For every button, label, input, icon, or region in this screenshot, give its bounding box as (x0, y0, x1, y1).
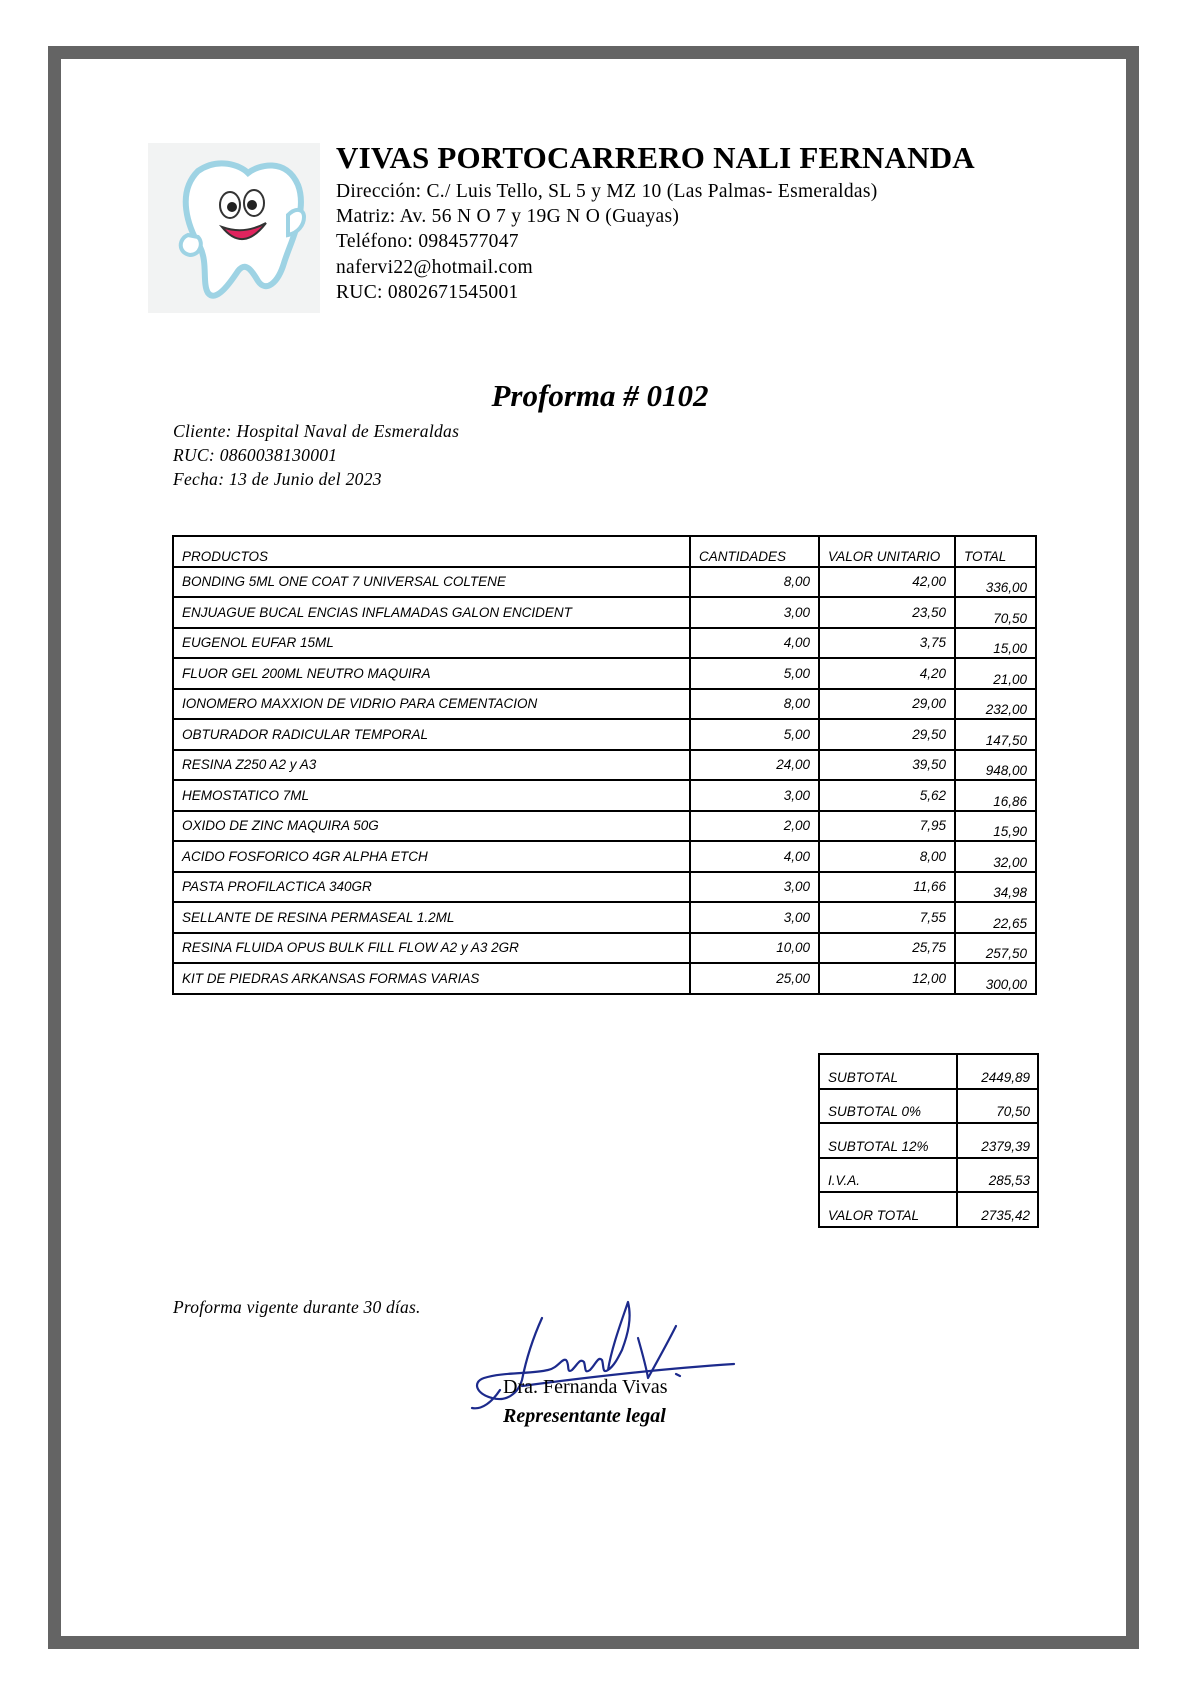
row-total-cell: 948,00 (955, 750, 1036, 781)
client-info-block (173, 419, 459, 491)
totals-label: SUBTOTAL (819, 1054, 957, 1089)
table-row (173, 780, 1036, 811)
unit-price-cell: 11,66 (819, 872, 955, 903)
unit-price-cell: 12,00 (819, 963, 955, 994)
row-total-cell: 300,00 (955, 963, 1036, 994)
products-table-body (173, 567, 1036, 994)
product-cell: BONDING 5ML ONE COAT 7 UNIVERSAL COLTENE (173, 567, 690, 598)
quantity-cell: 3,00 (690, 597, 819, 628)
signer-role: Representante legal (503, 1405, 666, 1427)
row-total-cell: 15,00 (955, 628, 1036, 659)
totals-row (819, 1158, 1038, 1193)
table-row (173, 628, 1036, 659)
unit-price-cell: 29,00 (819, 689, 955, 720)
row-total-cell: 15,90 (955, 811, 1036, 842)
product-cell: OBTURADOR RADICULAR TEMPORAL (173, 719, 690, 750)
quantity-cell: 3,00 (690, 780, 819, 811)
product-cell: ENJUAGUE BUCAL ENCIAS INFLAMADAS GALON ENCIDENT (173, 597, 690, 628)
table-row (173, 689, 1036, 720)
company-phone: Teléfono: 0984577047 (336, 231, 519, 253)
product-cell: EUGENOL EUFAR 15ML (173, 628, 690, 659)
signer-name: Dra. Fernanda Vivas (503, 1376, 668, 1398)
tooth-logo-icon (148, 143, 320, 313)
table-row (173, 567, 1036, 598)
totals-value: 2379,39 (957, 1123, 1038, 1158)
product-cell: KIT DE PIEDRAS ARKANSAS FORMAS VARIAS (173, 963, 690, 994)
product-cell: RESINA FLUIDA OPUS BULK FILL FLOW A2 y A3 2GR (173, 933, 690, 964)
header-total: TOTAL (955, 536, 1036, 567)
row-total-cell: 32,00 (955, 841, 1036, 872)
table-row (173, 811, 1036, 842)
row-total-cell: 257,50 (955, 933, 1036, 964)
product-cell: HEMOSTATICO 7ML (173, 780, 690, 811)
totals-value: 285,53 (957, 1158, 1038, 1193)
row-total-cell: 22,65 (955, 902, 1036, 933)
unit-price-cell: 4,20 (819, 658, 955, 689)
table-row (173, 750, 1036, 781)
totals-row (819, 1192, 1038, 1227)
totals-row (819, 1054, 1038, 1089)
quantity-cell: 8,00 (690, 567, 819, 598)
totals-value: 2449,89 (957, 1054, 1038, 1089)
unit-price-cell: 29,50 (819, 719, 955, 750)
row-total-cell: 336,00 (955, 567, 1036, 598)
row-total-cell: 34,98 (955, 872, 1036, 903)
company-contact-block (336, 179, 878, 305)
totals-row (819, 1089, 1038, 1124)
unit-price-cell: 23,50 (819, 597, 955, 628)
company-ruc: RUC: 0802671545001 (336, 281, 519, 303)
product-cell: IONOMERO MAXXION DE VIDRIO PARA CEMENTACION (173, 689, 690, 720)
product-cell: OXIDO DE ZINC MAQUIRA 50G (173, 811, 690, 842)
row-total-cell: 147,50 (955, 719, 1036, 750)
unit-price-cell: 7,95 (819, 811, 955, 842)
table-header-row (173, 536, 1036, 567)
table-row (173, 872, 1036, 903)
company-address: Dirección: C./ Luis Tello, SL 5 y MZ 10 (Las Palmas- Esmeraldas) (336, 181, 878, 202)
client-name: Cliente: Hospital Naval de Esmeraldas (173, 421, 460, 441)
table-row (173, 658, 1036, 689)
unit-price-cell: 25,75 (819, 933, 955, 964)
table-row (173, 597, 1036, 628)
totals-label: SUBTOTAL 12% (819, 1123, 957, 1158)
unit-price-cell: 8,00 (819, 841, 955, 872)
company-name: VIVAS PORTOCARRERO NALI FERNANDA (336, 140, 975, 175)
totals-value: 2735,42 (957, 1192, 1038, 1227)
quantity-cell: 3,00 (690, 872, 819, 903)
quantity-cell: 24,00 (690, 750, 819, 781)
header-quantities: CANTIDADES (690, 536, 819, 567)
quantity-cell: 2,00 (690, 811, 819, 842)
header-products: PRODUCTOS (173, 536, 690, 567)
quantity-cell: 10,00 (690, 933, 819, 964)
product-cell: RESINA Z250 A2 y A3 (173, 750, 690, 781)
proforma-title: Proforma # 0102 (491, 378, 709, 413)
validity-note: Proforma vigente durante 30 días. (173, 1297, 421, 1317)
totals-label: I.V.A. (819, 1158, 957, 1193)
row-total-cell: 16,86 (955, 780, 1036, 811)
row-total-cell: 70,50 (955, 597, 1036, 628)
product-cell: PASTA PROFILACTICA 340GR (173, 872, 690, 903)
product-cell: ACIDO FOSFORICO 4GR ALPHA ETCH (173, 841, 690, 872)
quantity-cell: 8,00 (690, 689, 819, 720)
client-ruc: RUC: 0860038130001 (173, 445, 338, 465)
totals-row (819, 1123, 1038, 1158)
totals-label: SUBTOTAL 0% (819, 1089, 957, 1124)
handwritten-signature-icon (462, 1290, 742, 1420)
product-cell: FLUOR GEL 200ML NEUTRO MAQUIRA (173, 658, 690, 689)
quantity-cell: 25,00 (690, 963, 819, 994)
unit-price-cell: 42,00 (819, 567, 955, 598)
unit-price-cell: 39,50 (819, 750, 955, 781)
totals-table-body (819, 1054, 1038, 1227)
products-table (172, 535, 1037, 995)
table-row (173, 902, 1036, 933)
quantity-cell: 5,00 (690, 719, 819, 750)
totals-label: VALOR TOTAL (819, 1192, 957, 1227)
company-main-office: Matriz: Av. 56 N O 7 y 19G N O (Guayas) (336, 206, 680, 228)
unit-price-cell: 3,75 (819, 628, 955, 659)
table-row (173, 719, 1036, 750)
totals-table (818, 1053, 1039, 1228)
totals-value: 70,50 (957, 1089, 1038, 1124)
quantity-cell: 4,00 (690, 841, 819, 872)
quantity-cell: 3,00 (690, 902, 819, 933)
header-unit-price: VALOR UNITARIO (819, 536, 955, 567)
row-total-cell: 232,00 (955, 689, 1036, 720)
quantity-cell: 5,00 (690, 658, 819, 689)
row-total-cell: 21,00 (955, 658, 1036, 689)
unit-price-cell: 7,55 (819, 902, 955, 933)
table-row (173, 841, 1036, 872)
company-email: nafervi22@hotmail.com (336, 256, 533, 278)
product-cell: SELLANTE DE RESINA PERMASEAL 1.2ML (173, 902, 690, 933)
unit-price-cell: 5,62 (819, 780, 955, 811)
table-row (173, 933, 1036, 964)
proforma-date: Fecha: 13 de Junio del 2023 (173, 469, 382, 489)
quantity-cell: 4,00 (690, 628, 819, 659)
table-row (173, 963, 1036, 994)
